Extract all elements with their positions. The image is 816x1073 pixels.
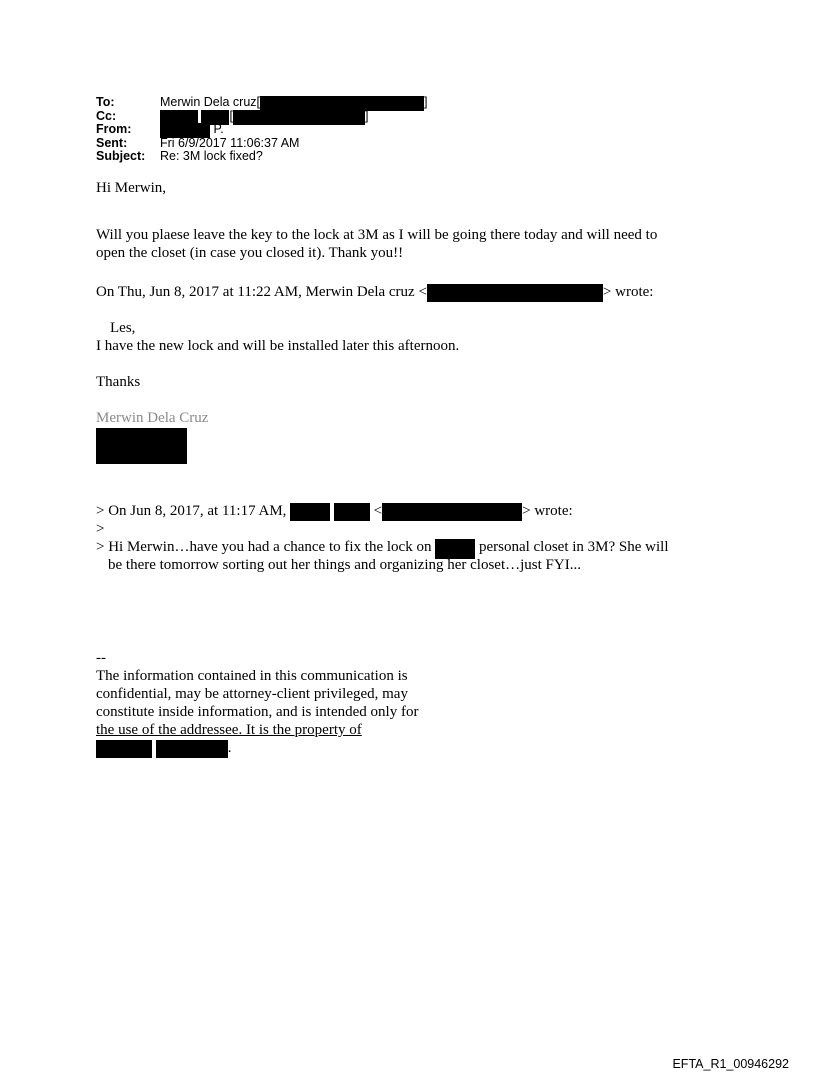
quote-intro-suffix: > wrote:	[602, 284, 654, 300]
signature-redaction	[96, 428, 187, 464]
nested-quote-blank: >	[96, 521, 105, 537]
redaction	[382, 503, 522, 521]
redaction	[233, 110, 365, 125]
disclaimer-line-3: constitute inside information, and is intended only for	[96, 704, 419, 720]
body-paragraph-line-2: open the closet (in case you closed it). Thank you!!	[96, 245, 404, 261]
from-label: From:	[96, 122, 132, 136]
reply-thanks: Thanks	[96, 374, 141, 390]
redaction	[96, 740, 152, 758]
redaction	[435, 539, 475, 559]
redaction	[290, 503, 330, 521]
nested-line-1-suffix: personal closet in 3M? She will	[478, 539, 669, 555]
nested-quote-line-1	[96, 539, 669, 559]
nested-intro-suffix: > wrote:	[522, 503, 573, 519]
nested-quote-line-2: be there tomorrow sorting out her things and organizing her closet…just FYI...	[108, 557, 581, 573]
nested-quote-intro	[96, 503, 573, 521]
nested-intro-text: > On Jun 8, 2017, at 11:17 AM,	[96, 503, 287, 519]
document-id: EFTA_R1_00946292	[672, 1057, 789, 1071]
disclaimer-line-1: The information contained in this communication is	[96, 668, 408, 684]
body-paragraph-line-1: Will you plaese leave the key to the lock at 3M as I will be going there today and will need to	[96, 227, 658, 243]
sent-value: Fri 6/9/2017 11:06:37 AM	[160, 135, 300, 150]
nested-intro-lt: <	[373, 503, 383, 519]
from-suffix: P.	[213, 122, 224, 136]
redaction	[427, 284, 603, 302]
to-name: Merwin Dela cruz[	[160, 95, 261, 109]
subject-value: Re: 3M lock fixed?	[160, 149, 263, 163]
quote-intro	[96, 284, 653, 302]
greeting: Hi Merwin,	[96, 180, 166, 196]
redaction	[334, 503, 370, 521]
to-label: To:	[96, 95, 115, 109]
redaction	[156, 740, 228, 758]
reply-greeting: Les,	[110, 320, 136, 336]
disclaimer-line-4: the use of the addressee. It is the property of	[96, 722, 362, 738]
to-value: Merwin Dela cruz[ ]	[160, 95, 428, 109]
disclaimer-line-2: confidential, may be attorney-client privileged, may	[96, 686, 408, 702]
sent-label: Sent:	[96, 135, 128, 150]
reply-text: I have the new lock and will be installed later this afternoon.	[96, 338, 460, 354]
disclaimer-owner	[96, 740, 232, 758]
signature-name: Merwin Dela Cruz	[96, 410, 209, 426]
cc-label: Cc:	[96, 108, 117, 123]
disclaimer-end: .	[227, 740, 232, 756]
quote-intro-text: On Thu, Jun 8, 2017 at 11:22 AM, Merwin Dela cruz <	[96, 284, 427, 300]
nested-line-1-text: > Hi Merwin…have you had a chance to fix the lock on	[96, 539, 432, 555]
signature-separator: --	[96, 650, 106, 666]
cc-value: [ ]	[160, 110, 368, 125]
subject-label: Subject:	[96, 149, 146, 163]
